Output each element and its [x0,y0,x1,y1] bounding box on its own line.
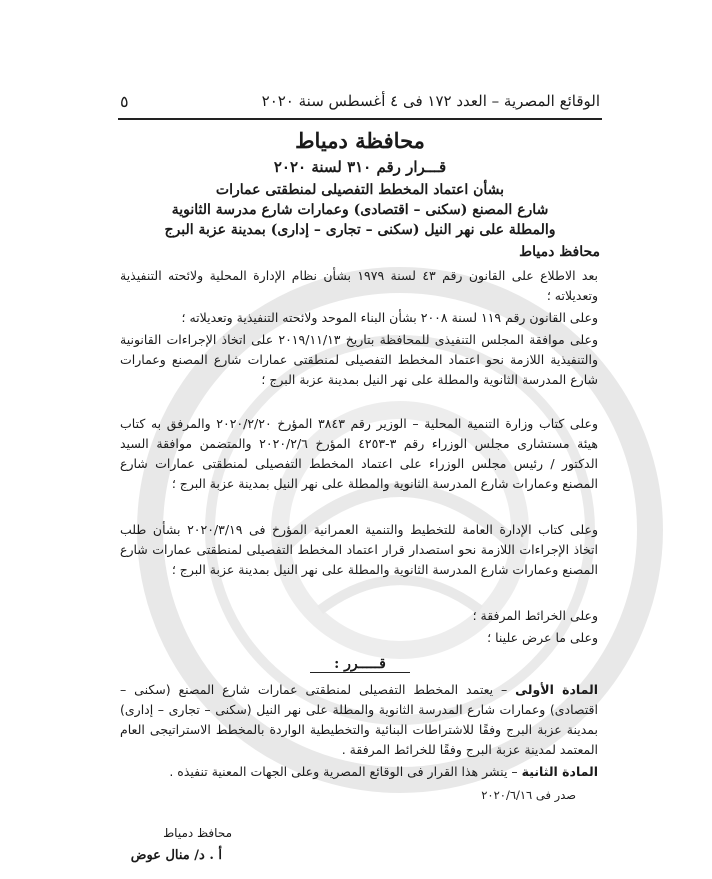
header-divider [118,118,602,120]
issued-date: صدر فى ٢٠٢٠/٦/١٦ [481,788,576,802]
running-header [120,92,600,116]
article-text: – ينشر هذا القرار فى الوقائع المصرية وعلى الجهات المعنية تنفيذه . [169,764,518,779]
article-text: – يعتمد المخطط التفصيلى لمنطقتى عمارات شارع المصنع (سكنى – اقتصادى) وعمارات شارع المدرسة الثانوية والمطلة على نهر النيل (سكنى – تجارى – إدارى) بمدينة عزبة البرج وفقًا للاشتراطات البنائية والتخطيطية الواردة بالمخطط الاستراتيجى العام المعتمد لمدينة عزبة البرج وفقًا للخرائط المرفقة . [120,682,598,757]
preamble-paragraph: وعلى الخرائط المرفقة ؛ [472,608,598,623]
subject-line: بشأن اعتماد المخطط التفصيلى لمنطقتى عمارات [215,182,505,198]
decision-heading-text: قـــــرر : [310,656,410,673]
article-second [120,762,598,782]
preamble-paragraph: بعد الاطلاع على القانون رقم ٤٣ لسنة ١٩٧٩ بشأن نظام الإدارة المحلية ولائحته التنفيذية وتعديلاته ؛ [120,268,598,303]
governor-label: محافظ دمياط [519,244,600,260]
article-first [120,680,598,760]
preamble-paragraph: وعلى كتاب الإدارة العامة للتخطيط والتنمية العمرانية المؤرخ فى ٢٠٢٠/٣/١٩ بشأن طلب اتخاذ الإجراءات اللازمة نحو استصدار قرار اعتماد المخطط التفصيلى لمنطقتى عمارات شارع المصنع وعمارات شارع المدرسة الثانوية والمطلة على نهر النيل بمدينة عزبة البرج ؛ [120,522,598,577]
decree-subject [120,180,600,240]
preamble-paragraph: وعلى القانون رقم ١١٩ لسنة ٢٠٠٨ بشأن البناء الموحد ولائحته التنفيذية وتعديلاته ؛ [181,310,598,325]
subject-line: والمطلة على نهر النيل (سكنى – تجارى – إدارى) بمدينة عزبة البرج [164,222,556,238]
article-label: المادة الأولى [515,682,598,697]
preamble-paragraph: وعلى ما عرض علينا ؛ [487,630,598,645]
signatory-name: أ . د/ منال عوض [130,848,222,863]
gazette-issue-title: الوقائع المصرية – العدد ١٧٢ فى ٤ أغسطس سنة ٢٠٢٠ [261,92,600,110]
decree-title: قـــرار رقم ٣١٠ لسنة ٢٠٢٠ [273,158,447,176]
decision-heading [120,656,600,673]
preamble-paragraph: وعلى كتاب وزارة التنمية المحلية – الوزير رقم ٣٨٤٣ المؤرخ ٢٠٢٠/٢/٢٠ والمرفق به كتاب هيئة مستشارى مجلس الوزراء رقم ٣-٤٢٥٣ المؤرخ ٢٠٢٠/٢/٦ والمتضمن موافقة السيد الدكتور / رئيس مجلس الوزراء على اعتماد المخطط التفصيلى لمنطقتى عمارات شارع المصنع وعمارات شارع المدرسة الثانوية والمطلة على نهر النيل بمدينة عزبة البرج ؛ [120,416,598,491]
subject-line: شارع المصنع (سكنى – اقتصادى) وعمارات شارع مدرسة الثانوية [171,202,549,218]
governorate-title: محافظة دمياط [295,128,425,153]
preamble-paragraph: وعلى موافقة المجلس التنفيذى للمحافظة بتاريخ ٢٠١٩/١١/١٣ على اتخاذ الإجراءات القانونية والتنفيذية اللازمة نحو اعتماد المخطط التفصيلى لمنطقتى عمارات شارع المصنع وعمارات شارع المدرسة الثانوية والمطلة على نهر النيل بمدينة عزبة البرج ؛ [120,332,598,387]
signatory-title: محافظ دمياط [163,826,232,840]
article-label: المادة الثانية [521,764,598,779]
page-number: ٥ [120,92,129,111]
